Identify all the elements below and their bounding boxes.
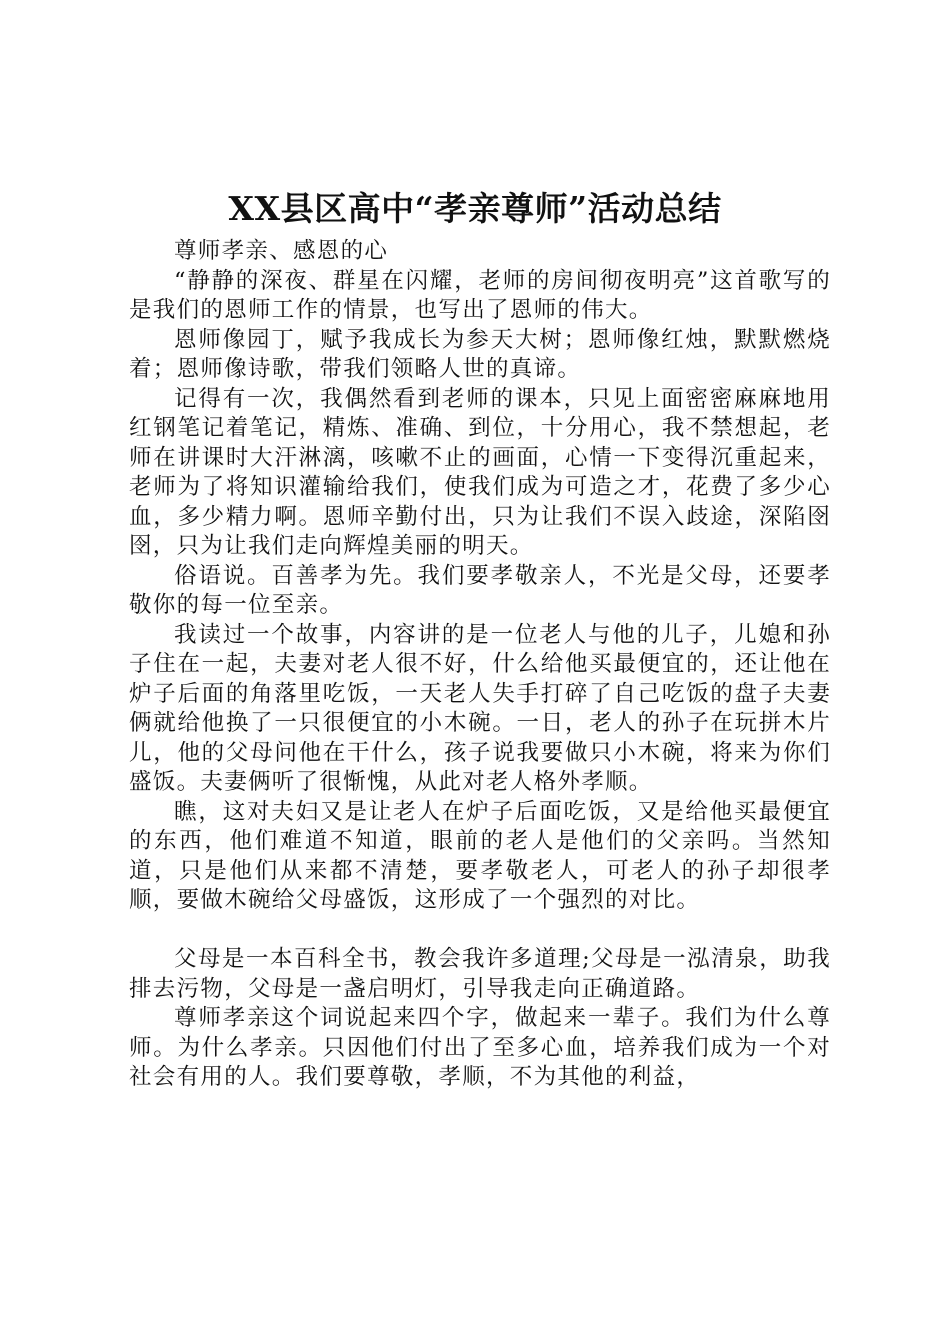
document-body: [129, 237, 831, 1093]
paragraph: 尊师孝亲这个词说起来四个字，做起来一辈子。我们为什么尊师。为什么孝亲。只因他们付出了至多心血，培养我们成为一个对社会有用的人。我们要尊敬，孝顺，不为其他的利益，: [129, 1005, 831, 1090]
paragraph: 瞧，这对夫妇又是让老人在炉子后面吃饭，又是给他买最便宜的东西，他们难道不知道，眼前的老人是他们的父亲吗。当然知道，只是他们从来都不清楚，要孝敬老人，可老人的孙子却很孝顺，要做木碗给父母盛饭，这形成了一个强烈的对比。: [129, 798, 831, 913]
paragraph: 记得有一次，我偶然看到老师的课本，只见上面密密麻麻地用红钢笔记着笔记，精炼、准确、到位，十分用心，我不禁想起，老师在讲课时大汗淋漓，咳嗽不止的画面，心情一下变得沉重起来，老师为了将知识灌输给我们，使我们成为可造之才，花费了多少心血，多少精力啊。恩师辛勤付出，只为让我们不误入歧途，深陷囹囹，只为让我们走向辉煌美丽的明天。: [129, 385, 831, 559]
paragraph: 父母是一本百科全书，教会我许多道理;父母是一泓清泉，助我排去污物，父母是一盏启明灯，引导我走向正确道路。: [129, 946, 831, 1002]
paragraph: 尊师孝亲、感恩的心: [174, 238, 389, 264]
paragraph-gap: [129, 916, 831, 946]
paragraph: 我读过一个故事，内容讲的是一位老人与他的儿子，儿媳和孙子住在一起，夫妻对老人很不好，什么给他买最便宜的，还让他在炉子后面的角落里吃饭，一天老人失手打碎了自己吃饭的盘子夫妻俩就给他换了一只很便宜的小木碗。一日，老人的孙子在玩拼木片儿，他的父母问他在干什么，孩子说我要做只小木碗，将来为你们盛饭。夫妻俩听了很惭愧，从此对老人格外孝顺。: [129, 621, 831, 795]
paragraph: 俗语说。百善孝为先。我们要孝敬亲人，不光是父母，还要孝敬你的每一位至亲。: [129, 562, 831, 618]
document-title: XX县区高中“孝亲尊师”活动总结: [228, 189, 722, 228]
paragraph: “静静的深夜、群星在闪耀，老师的房间彻夜明亮”这首歌写的是我们的恩师工作的情景，也写出了恩师的伟大。: [129, 267, 831, 323]
paragraph: 恩师像园丁，赋予我成长为参天大树；恩师像红烛，默默燃烧着；恩师像诗歌，带我们领略人世的真谛。: [129, 326, 831, 382]
